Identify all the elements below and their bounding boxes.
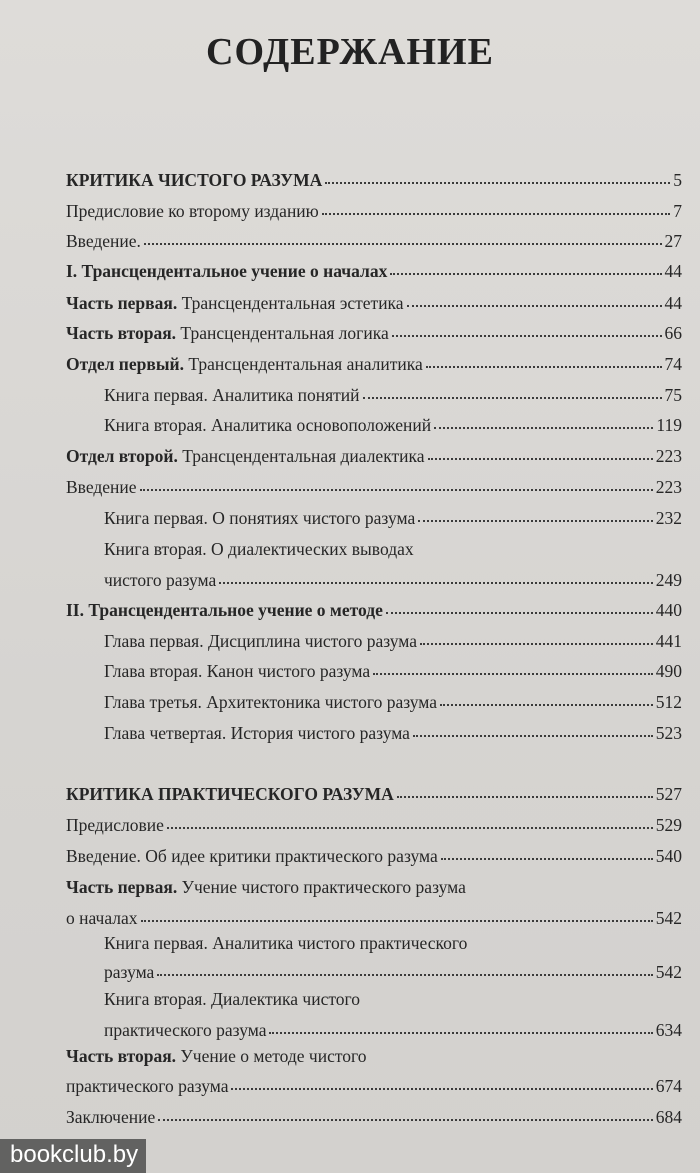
toc-entry-label: Учение чистого практического разума [177,877,466,897]
toc-entry-label: Трансцендентальная аналитика [183,354,423,374]
toc-entry [66,166,682,194]
toc-entry-label: Трансцендентальная логика [176,323,389,343]
page-number: 223 [655,446,682,466]
page-number: 540 [655,846,682,866]
toc-entry [66,904,682,932]
dot-leader [426,357,662,368]
dot-leader [157,965,652,976]
toc-entry-bold-label: II. Трансцендентальное учение о методе [66,600,383,620]
toc-entry [66,596,682,624]
toc-entry-label: Предисловие [66,815,164,835]
toc-entry-bold-label: Часть первая. [66,877,178,897]
dot-leader [441,849,653,860]
toc-entry-first-line [66,1042,367,1070]
toc-entry-bold-label: КРИТИКА ПРАКТИЧЕСКОГО РАЗУМА [66,784,394,804]
toc-entry-continuation: практического разума [104,1020,267,1040]
page-number: 684 [655,1107,682,1127]
toc-entry [66,257,682,285]
toc-entry [104,688,682,716]
toc-entry-label-group [104,381,360,409]
dot-leader [325,173,670,184]
toc-entry [66,811,682,839]
toc-entry [66,319,682,347]
toc-entry-label: Заключение [66,1107,156,1127]
toc-entry-label-group [66,1103,155,1131]
page-number: 119 [656,415,682,435]
toc-entry-continuation: практического разума [66,1076,229,1096]
page-number: 75 [664,385,682,405]
toc-entry-label: Трансцендентальная диалектика [177,446,425,466]
toc-entry [104,411,682,439]
toc-entry-label-group [66,319,389,347]
dot-leader [440,695,653,706]
toc-entry-label-group [66,350,423,378]
page-number: 66 [664,323,682,343]
dot-leader [386,603,653,614]
toc-entry-label: Книга вторая. О диалектических выводах [104,539,414,559]
toc-entry-label-group [104,719,410,747]
dot-leader [269,1023,652,1034]
toc-entry [66,442,682,470]
toc-entry-label: Книга первая. Аналитика понятий [104,385,360,405]
toc-entry [104,719,682,747]
dot-leader [413,726,653,737]
toc-entry-label: Трансцендентальная эстетика [177,293,404,313]
toc-entry-label-group [104,657,370,685]
toc-entry-label: Глава первая. Дисциплина чистого разума [104,631,418,651]
dot-leader [167,818,653,829]
toc-entry [66,197,682,225]
toc-entry-label: Глава третья. Архитектоника чистого разума [104,692,438,712]
page-number: 27 [664,231,682,251]
dot-leader [158,1110,653,1121]
page-number: 441 [655,631,682,651]
toc-entry [66,289,682,317]
page-number: 5 [673,170,682,190]
toc-entry-continuation: о началах [66,908,138,928]
dot-leader [144,234,662,245]
page-number: 674 [655,1076,682,1096]
toc-entry-label-group [66,166,322,194]
toc-entry-bold-label: КРИТИКА ЧИСТОГО РАЗУМА [66,170,323,190]
toc-entry-label: Глава четвертая. История чистого разума [104,723,410,743]
toc-entry [66,1103,682,1131]
toc-entry [66,780,682,808]
toc-entry-label: Введение. [66,231,141,251]
toc-entry-continuation: разума [104,962,155,982]
toc-entry-label-group [66,842,438,870]
page-number: 249 [655,570,682,590]
page-number: 512 [655,692,682,712]
page-number: 74 [664,354,682,374]
toc-entry-label-group [66,257,387,285]
dot-leader [420,634,653,645]
dot-leader [363,388,662,399]
toc-entry-label: Введение [66,477,137,497]
toc-entry [66,473,682,501]
toc-entry-bold-label: Часть вторая. [66,1046,177,1066]
toc-entry-bold-label: I. Трансцендентальное учение о началах [66,261,388,281]
toc-entry-first-line [66,873,466,901]
page-number: 440 [655,600,682,620]
toc-entry-bold-label: Отдел второй. [66,446,178,466]
page-number: 542 [655,962,682,982]
toc-entry-first-line [104,535,414,563]
toc-entry [66,350,682,378]
toc-entry-bold-label: Отдел первый. [66,354,184,374]
toc-entry-label-group [66,473,137,501]
toc-entry [104,1016,682,1044]
toc-entry-first-line [104,985,360,1013]
dot-leader [434,418,653,429]
page-number: 232 [655,508,682,528]
dot-leader [219,573,652,584]
dot-leader [397,787,653,798]
dot-leader [141,911,653,922]
dot-leader [428,449,653,460]
toc-entry [104,627,682,655]
dot-leader [392,326,662,337]
toc-entry-label: Книга вторая. Аналитика основоположений [104,415,432,435]
dot-leader [418,511,653,522]
toc-entry [104,958,682,986]
page-number: 44 [664,293,682,313]
toc-entry-bold-label: Часть вторая. [66,323,177,343]
toc-entry-label-group [66,442,425,470]
toc-entry [104,381,682,409]
page-number: 634 [655,1020,682,1040]
toc-entry-label-group [66,197,319,225]
toc-entry-label-group [104,504,415,532]
toc-entry-label-group [66,780,394,808]
toc-entry-label-group [104,411,431,439]
toc-entry-label: Книга первая. Аналитика чистого практического [104,933,468,953]
page-number: 223 [655,477,682,497]
toc-entry-label: Учение о методе чистого [176,1046,367,1066]
toc-entry-label-group [66,227,141,255]
dot-leader [140,480,653,491]
toc-entry-label-group [104,627,417,655]
toc-entry-label: Предисловие ко второму изданию [66,201,319,221]
toc-entry-label-group [66,811,164,839]
dot-leader [322,204,670,215]
toc-entry [104,657,682,685]
dot-leader [407,296,662,307]
toc-entry [104,504,682,532]
toc-entry [104,566,682,594]
toc-entry-label: Книга первая. О понятиях чистого разума [104,508,416,528]
toc-entry [66,1072,682,1100]
page-number: 542 [655,908,682,928]
toc-entry-continuation: чистого разума [104,570,217,590]
dot-leader [231,1079,652,1090]
toc-entry-bold-label: Часть первая. [66,293,178,313]
toc-entry [66,842,682,870]
toc-entry-label-group [66,596,383,624]
page-number: 527 [655,784,682,804]
toc-entry-first-line [104,929,467,957]
toc-entry-label: Книга вторая. Диалектика чистого [104,989,361,1009]
toc-entry [66,227,682,255]
dot-leader [373,664,653,675]
dot-leader [390,264,661,275]
watermark: bookclub.by [0,1139,146,1173]
page-number: 7 [673,201,682,221]
page-number: 490 [655,661,682,681]
toc-entry-label: Введение. Об идее критики практического разума [66,846,438,866]
page-number: 44 [664,261,682,281]
page-title: СОДЕРЖАНИЕ [206,31,494,73]
page-number: 523 [655,723,682,743]
page-number: 529 [655,815,682,835]
toc-entry-label-group [66,289,404,317]
toc-entry-label-group [104,688,437,716]
toc-entry-label: Глава вторая. Канон чистого разума [104,661,371,681]
